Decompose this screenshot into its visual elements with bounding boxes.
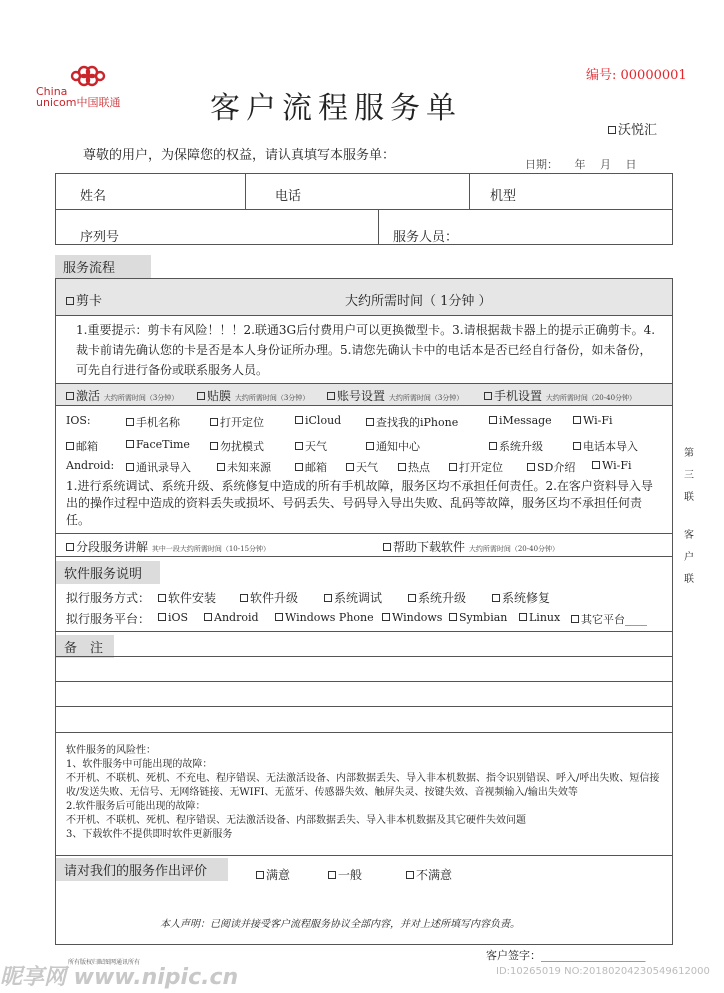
ios-option[interactable]: [366, 414, 458, 430]
remarks-line[interactable]: [55, 656, 673, 657]
download-checkbox[interactable]: [383, 538, 559, 555]
copy-label-char: 联: [684, 492, 694, 503]
ios-option[interactable]: [295, 438, 327, 454]
checkbox-icon: [492, 594, 500, 602]
platform-option[interactable]: [519, 611, 560, 624]
checkbox-icon: [484, 392, 492, 400]
option-label: iMessage: [499, 414, 552, 427]
checkbox-icon: [592, 461, 600, 469]
checkbox-icon: [240, 594, 248, 602]
option-label: 未知来源: [227, 461, 271, 474]
checkbox-icon: [324, 594, 332, 602]
option-label: 勿扰模式: [220, 440, 264, 453]
checkbox-icon: [210, 442, 218, 450]
checkbox-icon: [66, 297, 74, 305]
checkbox-icon: [158, 613, 166, 621]
task-activate[interactable]: [66, 387, 178, 404]
ios-option[interactable]: [210, 414, 264, 430]
checkbox-icon: [519, 613, 527, 621]
option-label: 系统升级: [418, 591, 467, 605]
risk-line: 2.软件服务后可能出现的故障：: [66, 801, 206, 812]
task-time: 大约所需时间（3分钟）: [388, 394, 464, 402]
page-title: 客户流程服务单: [210, 91, 462, 126]
method-option[interactable]: [408, 589, 466, 606]
card-cut-label: 剪卡: [76, 294, 103, 309]
option-label: 邮箱: [305, 461, 327, 474]
platform-option[interactable]: [449, 611, 507, 624]
card-cut-time: 大约所需时间（ 1分钟 ）: [345, 294, 492, 309]
android-option[interactable]: [295, 459, 327, 475]
serial-number: 编号: 00000001: [586, 68, 687, 83]
option-label: 不满意: [416, 868, 453, 882]
task-phone-settings[interactable]: [484, 387, 636, 404]
option-label: 其它平台____: [581, 613, 647, 626]
option-label: 查找我的iPhone: [376, 416, 459, 429]
watermark: 昵享网 www.nipic.cn: [0, 965, 239, 990]
checkbox-icon: [126, 418, 134, 426]
signature-field[interactable]: 客户签字：___________________: [486, 949, 646, 962]
task-label: 账号设置: [337, 389, 386, 403]
logo-text-line2: unicom中国联通: [36, 96, 121, 109]
download-time: 大约所需时间（20-40分钟）: [468, 545, 560, 553]
rating-average[interactable]: [328, 866, 362, 883]
brand-label: 沃悦汇: [618, 123, 658, 138]
task-account[interactable]: [327, 387, 463, 404]
checkbox-icon: [366, 418, 374, 426]
option-label: 通知中心: [376, 440, 420, 453]
download-label: 帮助下载软件: [393, 540, 466, 554]
task-time: 大约所需时间（20-40分钟）: [545, 394, 637, 402]
col-divider: [378, 209, 379, 245]
checkbox-icon: [406, 871, 414, 879]
method-option[interactable]: [324, 589, 382, 606]
checkbox-icon: [66, 543, 74, 551]
ios-label: IOS:: [66, 414, 91, 427]
risk-line: 不开机、不联机、死机、程序错误、无法激活设备、内部数据丢失、导入非本机数据及其它硬件失效问题: [66, 815, 526, 826]
method-option[interactable]: [240, 589, 298, 606]
checkbox-icon: [210, 418, 218, 426]
ios-option[interactable]: [573, 414, 613, 427]
option-label: iOS: [168, 611, 189, 624]
spacer: [682, 509, 696, 525]
row-divider: [55, 556, 673, 557]
risk-line: 1、软件服务中可能出现的故障：: [66, 759, 213, 770]
platform-label: 拟行服务平台：: [66, 612, 151, 626]
task-label: 激活: [76, 389, 101, 403]
brand-checkbox[interactable]: [608, 119, 657, 138]
checkbox-icon: [66, 392, 74, 400]
row-divider: [55, 533, 673, 534]
ios-option[interactable]: [366, 438, 420, 454]
option-label: 一般: [338, 868, 363, 882]
android-option[interactable]: [346, 459, 378, 475]
option-label: 天气: [356, 461, 378, 474]
option-label: 通讯录导入: [136, 461, 191, 474]
platform-option[interactable]: [158, 611, 188, 624]
ios-option[interactable]: [489, 414, 552, 427]
option-label: 系统升级: [499, 440, 543, 453]
method-option[interactable]: [158, 589, 216, 606]
checkbox-icon: [346, 463, 354, 471]
checkbox-icon: [328, 871, 336, 879]
name-field[interactable]: 姓名: [80, 189, 107, 204]
android-option[interactable]: [217, 459, 271, 475]
checkbox-icon: [383, 543, 391, 551]
option-label: Windows Phone: [285, 611, 374, 624]
checkbox-icon: [489, 416, 497, 424]
option-label: iCloud: [305, 414, 342, 427]
copyright-text: 所有版权归昵图网通讯所有: [68, 959, 141, 966]
teach-time: 其中一段大约所需时间（10-15分钟）: [151, 545, 271, 553]
card-cut-checkbox[interactable]: [66, 290, 102, 309]
row-divider: [55, 405, 673, 406]
option-label: 软件升级: [250, 591, 299, 605]
ios-option[interactable]: [210, 438, 264, 454]
option-label: SD介绍: [537, 461, 576, 474]
platform-option[interactable]: [204, 611, 259, 624]
ios-option[interactable]: [573, 438, 638, 454]
checkbox-icon: [398, 463, 406, 471]
checkbox-icon: [66, 442, 74, 450]
ios-option[interactable]: [126, 438, 190, 451]
copy-label-char: 第: [684, 448, 694, 459]
task-film[interactable]: [197, 387, 309, 404]
col-divider: [469, 173, 470, 209]
remarks-line[interactable]: [55, 732, 673, 733]
ios-option[interactable]: [295, 414, 341, 427]
copy-label-char: 三: [684, 470, 694, 481]
risk-line: 不开机、不联机、死机、不充电、程序错误、无法激活设备、内部数据丢失、导入非本机数据、指令识别错误、呼入/呼出失败、短信接收/发送失败、无信号、无网络链接、无WIFI、无蓝牙、传感器失效、触屏失灵、按键失效、音视频输入/输出失效等: [66, 773, 660, 798]
risk-line: 3、下载软件不提供即时软件更新服务: [66, 829, 233, 840]
checkbox-icon: [489, 442, 497, 450]
checkbox-icon: [204, 613, 212, 621]
method-label: 拟行服务方式：: [66, 591, 151, 605]
staff-field[interactable]: 服务人员：: [393, 230, 459, 245]
checkbox-icon: [126, 463, 134, 471]
android-option[interactable]: [592, 459, 632, 472]
teach-label: 分段服务讲解: [76, 540, 149, 554]
checkbox-icon: [608, 126, 616, 134]
task-time: 大约所需时间（3分钟）: [103, 394, 179, 402]
option-label: 手机名称: [136, 416, 180, 429]
copy-label: [682, 443, 696, 591]
model-field[interactable]: 机型: [490, 189, 517, 204]
checkbox-icon: [382, 613, 390, 621]
teach-checkbox[interactable]: [66, 538, 270, 555]
checkbox-icon: [217, 463, 225, 471]
checkbox-icon: [408, 594, 416, 602]
option-label: Wi-Fi: [583, 414, 613, 427]
row-divider: [55, 209, 673, 210]
android-label: Android:: [66, 459, 115, 472]
ios-option[interactable]: [66, 438, 98, 454]
option-label: 打开定位: [220, 416, 264, 429]
android-option[interactable]: [449, 459, 503, 475]
checkbox-icon: [295, 442, 303, 450]
serial-no-field[interactable]: 序列号: [80, 230, 120, 245]
remarks-line[interactable]: [55, 681, 673, 682]
ios-option[interactable]: [126, 414, 180, 430]
platform-option[interactable]: [571, 611, 647, 627]
method-option[interactable]: [492, 589, 550, 606]
android-option[interactable]: [126, 459, 191, 475]
ios-option[interactable]: [489, 438, 543, 454]
checkbox-icon: [158, 594, 166, 602]
checkbox-icon: [449, 463, 457, 471]
option-label: 天气: [305, 440, 327, 453]
logo-text: [36, 86, 121, 108]
android-option[interactable]: [527, 459, 575, 475]
checkbox-icon: [295, 463, 303, 471]
checkbox-icon: [256, 871, 264, 879]
option-label: 系统修复: [502, 591, 551, 605]
task-label: 手机设置: [494, 389, 543, 403]
checkbox-icon: [295, 416, 303, 424]
row-divider: [55, 315, 673, 316]
service-flow-label: 服务流程: [55, 255, 151, 278]
option-label: 电话本导入: [583, 440, 638, 453]
checkbox-icon: [449, 613, 457, 621]
row-divider: [55, 855, 673, 856]
option-label: Linux: [529, 611, 561, 624]
rating-satisfied[interactable]: [256, 866, 290, 883]
col-divider: [245, 173, 246, 209]
platform-option[interactable]: [275, 611, 374, 624]
option-label: FaceTime: [136, 438, 190, 451]
checkbox-icon: [571, 615, 579, 623]
watermark-code: ID:10265019 NO:20180204230549612000: [496, 966, 710, 977]
option-label: Symbian: [459, 611, 508, 624]
option-label: 打开定位: [459, 461, 503, 474]
checkbox-icon: [327, 392, 335, 400]
checkbox-icon: [527, 463, 535, 471]
option-label: 软件安装: [168, 591, 217, 605]
platform-option[interactable]: [382, 611, 442, 624]
logo-text-line1: China: [36, 85, 68, 98]
option-label: 满意: [266, 868, 291, 882]
copy-label-char: 户: [684, 552, 694, 563]
copy-label-char: 客: [684, 530, 694, 541]
remarks-line[interactable]: [55, 706, 673, 707]
row-divider: [55, 631, 673, 632]
date-field[interactable]: 日期： 年 月 日: [525, 158, 637, 171]
option-label: Android: [214, 611, 259, 624]
checkbox-icon: [275, 613, 283, 621]
option-label: 系统调试: [334, 591, 383, 605]
greeting-text: 尊敬的用户，为保障您的权益，请认真填写本服务单：: [83, 148, 396, 163]
checkbox-icon: [573, 416, 581, 424]
copy-label-char: 联: [684, 574, 694, 585]
checkbox-icon: [573, 442, 581, 450]
software-label: 软件服务说明: [56, 561, 160, 584]
rating-label: 请对我们的服务作出评价: [56, 858, 228, 881]
task-label: 贴膜: [207, 389, 232, 403]
android-option[interactable]: [398, 459, 430, 475]
checkbox-icon: [366, 442, 374, 450]
settings-note: 1.进行系统调试、系统升级、系统修复中造成的所有手机故障，服务区均不承担任何责任。2.在客户资料导入导出的操作过程中造成的资料丢失或损坏、号码丢失、号码导入导出失败、乱码等故障，服务区均不承担任何责任。: [66, 479, 653, 527]
risk-title: 软件服务的风险性：: [66, 745, 156, 756]
option-label: Wi-Fi: [602, 459, 632, 472]
phone-field[interactable]: 电话: [275, 189, 302, 204]
checkbox-icon: [126, 440, 134, 448]
option-label: 邮箱: [76, 440, 98, 453]
option-label: 热点: [408, 461, 430, 474]
card-cut-note: 1.重要提示：剪卡有风险！！！2.联通3G后付费用户可以更换微型卡。3.请根据裁卡器上的提示正确剪卡。4.裁卡前请先确认您的卡是否是本人身份证所办理。5.请您先确认卡中的电话本是否已经自行备份，如未备份，可先自行进行备份或联系服务人员。: [76, 323, 656, 377]
risk-section: [66, 744, 662, 842]
task-time: 大约所需时间（3分钟）: [234, 394, 310, 402]
option-label: Windows: [392, 611, 443, 624]
declaration: 本人声明：已阅读并接受客户流程服务协议全部内容，并对上述所填写内容负责。: [160, 919, 520, 930]
checkbox-icon: [197, 392, 205, 400]
rating-unsatisfied[interactable]: [406, 866, 452, 883]
remarks-label: 备 注: [56, 635, 114, 658]
